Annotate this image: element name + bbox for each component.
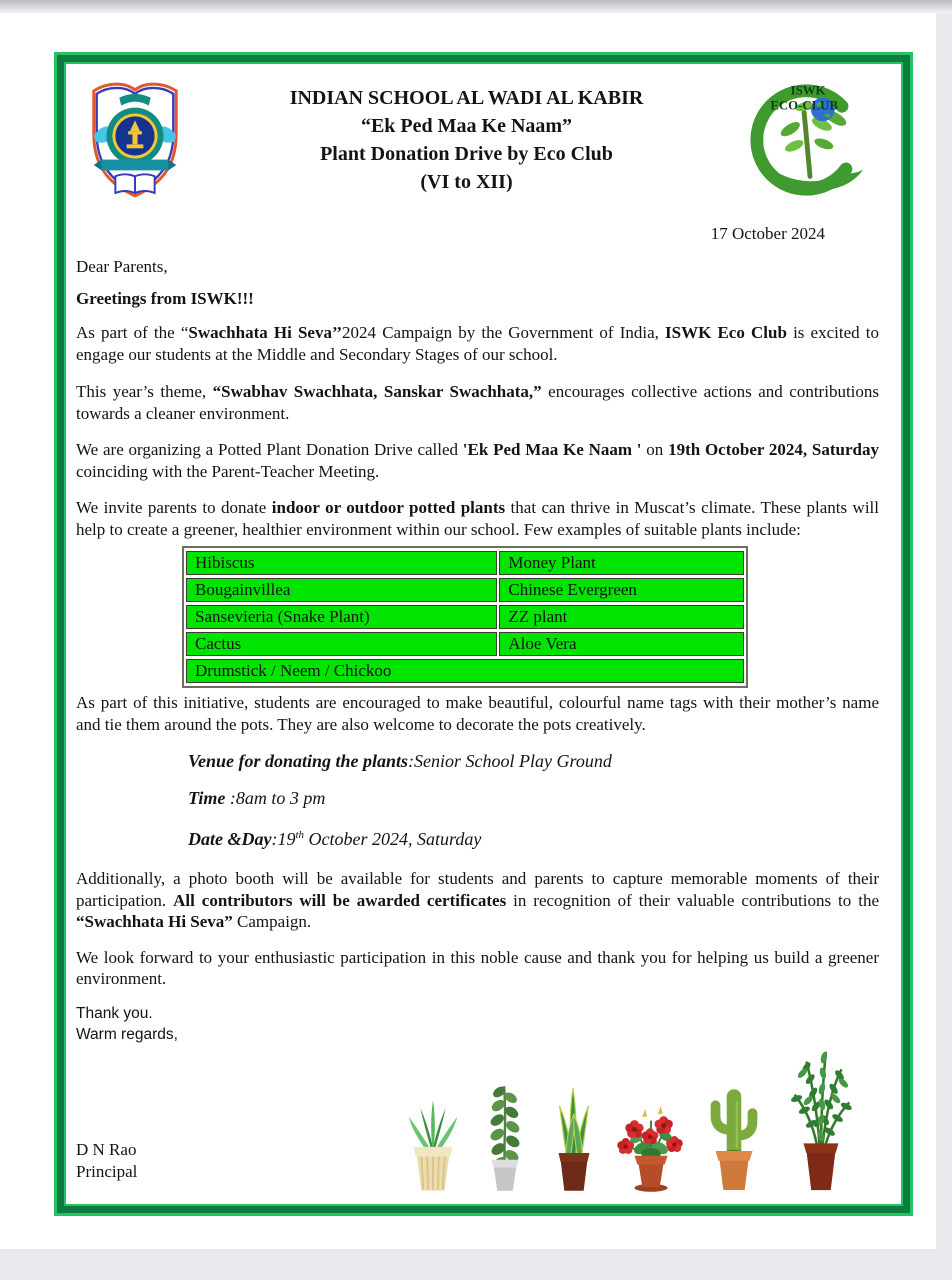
table-cell: Bougainvillea	[186, 578, 497, 602]
text-run-bold: “Swabhav Swachhata, Sanskar Swachhata,”	[212, 382, 542, 401]
text-run: We invite parents to donate	[76, 498, 272, 517]
table-cell: ZZ plant	[499, 605, 744, 629]
paragraph-nametags: As part of this initiative, students are encouraged to make beautiful, colourful name tags with their mother’s name and tie them around the pots. They are also welcome to decorate the pots creatively.	[76, 693, 879, 734]
cactus-plant-icon	[698, 1073, 770, 1195]
viewer-top-shadow-band	[0, 0, 952, 13]
text-run-bold: “Swachhata Hi Seva”	[76, 912, 233, 931]
table-cell-full: Drumstick / Neem / Chickoo	[186, 659, 744, 683]
text-run: is excited to engage our students at the Middle and Secondary Stages of our school.	[76, 323, 880, 364]
signatory-title: Principal	[76, 1161, 138, 1181]
drive-title: “Ek Ped Maa Ke Naam”	[360, 115, 573, 137]
text-run: coinciding with the Parent-Teacher Meeting.	[76, 461, 380, 481]
time-line	[188, 787, 879, 810]
warm-regards-line: Warm regards,	[76, 1025, 178, 1043]
thank-you-line: Thank you.	[76, 1004, 153, 1022]
table-cell: Cactus	[186, 632, 497, 656]
text-run-bold: Swachhata Hi Seva’’	[188, 323, 343, 342]
school-crest-icon	[82, 74, 188, 202]
time-value: :8am to 3 pm	[225, 788, 326, 808]
date-day-label: Date &Day	[188, 829, 272, 849]
text-run-bold: 19th October 2024, Saturday	[668, 440, 879, 459]
page-title-block	[188, 74, 745, 196]
date-line: 17 October 2024	[710, 224, 825, 243]
table-row	[186, 605, 744, 629]
text-run: Additionally, a photo booth will be available for students and parents to capture memorable moments of their participation.	[76, 869, 879, 910]
venue-label: Venue for donating the plants	[188, 751, 409, 771]
text-run: Campaign.	[232, 912, 312, 931]
date-day-value: October 2024, Saturday	[304, 829, 482, 849]
zz-plant-icon	[779, 1044, 861, 1195]
paragraph-invite	[76, 497, 879, 540]
plants-illustration-row	[400, 1044, 861, 1195]
aloe-vera-plant-icon	[400, 1092, 466, 1195]
snake-plant-icon	[544, 1078, 604, 1195]
hibiscus-plant-icon	[613, 1097, 689, 1195]
time-label: Time	[188, 788, 226, 808]
text-run: We are organizing a Potted Plant Donation Drive called	[76, 440, 463, 459]
table-cell: Money Plant	[499, 551, 744, 575]
table-cell: Aloe Vera	[499, 632, 744, 656]
table-cell: Chinese Evergreen	[499, 578, 744, 602]
paragraph-lookforward: We look forward to your enthusiastic participation in this noble cause and thank you for helping us build a greener environment.	[76, 947, 879, 988]
text-run: on	[641, 440, 669, 459]
money-plant-icon	[475, 1078, 535, 1195]
letter-page	[0, 13, 936, 1249]
table-row	[186, 578, 744, 602]
signatory-name: D N Rao	[76, 1139, 137, 1159]
suitable-plants-table	[182, 546, 748, 688]
text-run: encourages collective actions and contributions towards a cleaner environment.	[76, 382, 880, 423]
paragraph-campaign	[76, 322, 879, 365]
text-run: This year’s theme,	[76, 382, 213, 401]
drive-subtitle: Plant Donation Drive by Eco Club	[320, 143, 613, 165]
signature-and-plants	[76, 1047, 879, 1209]
text-run-bold: ISWK Eco Club	[665, 323, 787, 342]
venue-value: :Senior School Play Ground	[408, 751, 612, 771]
table-cell: Sansevieria (Snake Plant)	[186, 605, 497, 629]
eco-logo-text-iswk: ISWK	[790, 83, 826, 98]
eco-logo-text-ecoclub: ECO-CLUB	[770, 98, 838, 113]
hibiscus-flower	[655, 1116, 673, 1134]
table-row	[186, 551, 744, 575]
eco-club-logo	[745, 74, 879, 204]
text-run: that can thrive in Muscat’s climate. These plants will help to create a greener, healthier environment within our school. Few examples of suitable plants include:	[76, 498, 880, 539]
paragraph-drive	[76, 439, 879, 482]
table-cell: Hibiscus	[186, 551, 497, 575]
letter-header	[76, 74, 879, 204]
text-run-bold: 'Ek Ped Maa Ke Naam '	[462, 440, 642, 459]
date-day-value: :19	[271, 829, 296, 849]
closing-block	[76, 1003, 879, 1045]
salutation: Dear Parents,	[76, 257, 168, 276]
paragraph-theme	[76, 381, 879, 424]
greeting-line: Greetings from ISWK!!!	[76, 289, 254, 308]
venue-line	[188, 750, 879, 773]
hibiscus-flower	[625, 1120, 643, 1138]
text-run: As part of the “	[76, 323, 189, 342]
letter-border-frame	[57, 55, 910, 1213]
letter-content	[64, 62, 903, 1209]
date-day-line	[188, 824, 879, 851]
school-name: INDIAN SCHOOL AL WADI AL KABIR	[289, 87, 644, 109]
signature-block	[76, 1139, 137, 1183]
drive-grades: (VI to XII)	[420, 171, 513, 193]
text-run-bold: All contributors will be awarded certificates	[173, 890, 507, 910]
table-row	[186, 659, 744, 683]
text-run: in recognition of their valuable contributions to the	[506, 890, 879, 910]
text-run-bold: indoor or outdoor potted plants	[271, 498, 506, 517]
date-day-superscript: th	[295, 829, 305, 841]
hibiscus-flower	[642, 1128, 659, 1144]
paragraph-photobooth	[76, 868, 879, 933]
text-run: 2024 Campaign by the Government of India,	[342, 323, 666, 342]
table-row	[186, 632, 744, 656]
